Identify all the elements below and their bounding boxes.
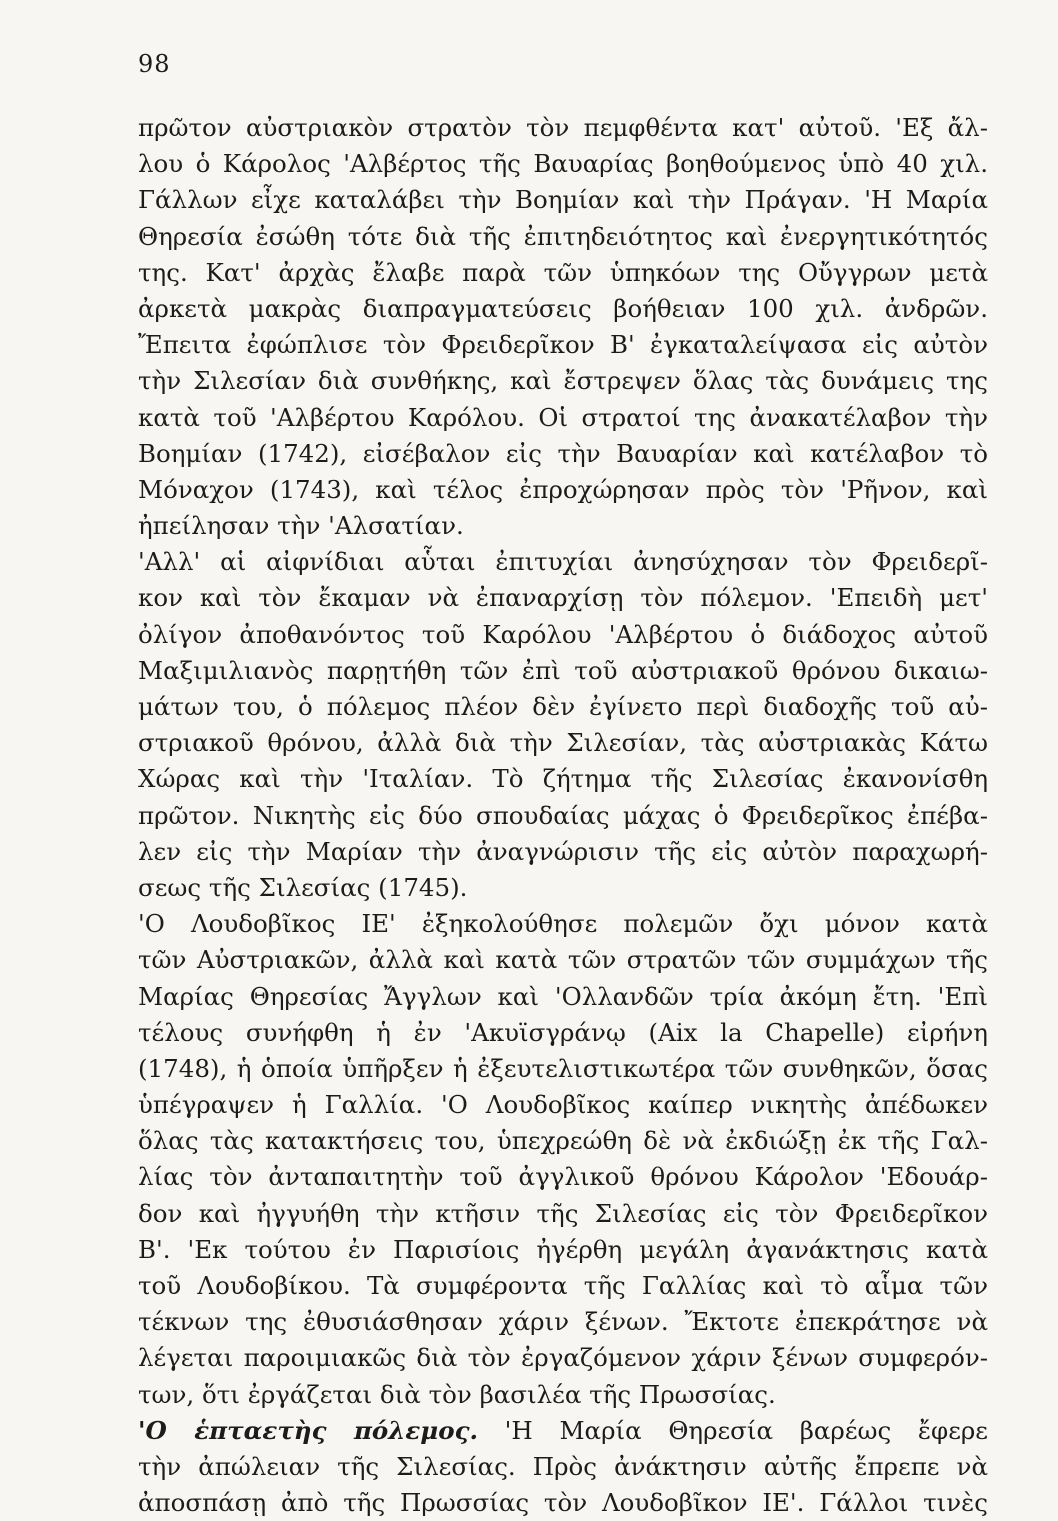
section-heading-line [138,1413,988,1449]
text-line: Βοημίαν (1742), εἰσέβαλον εἰς τὴν Βαυαρίαν καὶ κατέλαβον τὸ [138,438,988,468]
text-line: της. Κατ' ἀρχὰς ἔλαβε παρὰ τῶν ὑπηκόων της Οὔγγρων μετὰ [138,257,988,287]
text-line: Θηρεσία ἐσώθη τότε διὰ τῆς ἐπιτηδειότητος καὶ ἐνεργητικότητός [138,221,988,251]
body-text [138,110,988,1521]
text-line: Μαρίας Θηρεσίας Ἄγγλων καὶ 'Ολλανδῶν τρία ἀκόμη ἔτη. 'Επὶ [138,981,988,1011]
text-line: (1748), ἡ ὁποία ὑπῆρξεν ἡ ἐξευτελιστικωτέρα τῶν συνθηκῶν, ὅσας [138,1053,988,1083]
text-line: 'Ο Λουδοβῖκος ΙΕ' ἐξηκολούθησε πολεμῶν ὄχι μόνον κατὰ [138,909,988,939]
text-line: ἠπείλησαν τὴν 'Αλσατίαν. [138,511,464,541]
text-line-rest: 'Η Μαρία Θηρεσία βαρέως ἔφερε [478,1415,988,1445]
text-line: τοῦ Λουδοβίκου. Τὰ συμφέροντα τῆς Γαλλίας καὶ τὸ αἷμα τῶν [138,1271,988,1300]
text-line: ὀλίγον ἀποθανόντος τοῦ Καρόλου 'Αλβέρτου ὁ διάδοχος αὐτοῦ [138,619,988,649]
text-line: των, ὅτι ἐργάζεται διὰ τὸν βασιλέα τῆς Πρωσσίας. [138,1379,776,1409]
text-line: τέλους συνήφθη ἡ ἐν 'Ακυϊσγράνῳ (Aix la Chapelle) εἰρήνη [138,1017,988,1047]
text-line: τὴν Σιλεσίαν διὰ συνθήκης, καὶ ἔστρεψεν ὅλας τὰς δυνάμεις της [138,366,988,396]
text-line: Β'. 'Εκ τούτου ἐν Παρισίοις ἠγέρθη μεγάλη ἀγανάκτησις κατὰ [138,1234,988,1264]
text-line: σεως τῆς Σιλεσίας (1745). [138,872,468,902]
text-line: στριακοῦ θρόνου, ἀλλὰ διὰ τὴν Σιλεσίαν, τὰς αὐστριακὰς Κάτω [138,728,988,758]
text-line: λου ὁ Κάρολος 'Αλβέρτος τῆς Βαυαρίας βοηθούμενος ὑπὸ 40 χιλ. [138,149,988,179]
text-line: μάτων του, ὁ πόλεμος πλέον δὲν ἐγίνετο περὶ διαδοχῆς τοῦ αὐ- [138,692,988,721]
text-line: ὅλας τὰς κατακτήσεις του, ὑπεχρεώθη δὲ νὰ ἐκδιώξῃ ἐκ τῆς Γαλ- [138,1126,988,1156]
text-line: πρῶτον αὐστριακὸν στρατὸν τὸν πεμφθέντα κατ' αὐτοῦ. 'Εξ ἄλ- [138,113,988,142]
text-line: δον καὶ ἠγγυήθη τὴν κτῆσιν τῆς Σιλεσίας εἰς τὸν Φρειδερῖκον [138,1198,988,1228]
text-line: ἀρκετὰ μακρὰς διαπραγματεύσεις βοήθειαν 100 χιλ. ἀνδρῶν. [138,293,988,323]
text-line: τέκνων της ἐθυσιάσθησαν χάριν ξένων. Ἔκτοτε ἐπεκράτησε νὰ [138,1307,988,1337]
text-line: λίας τὸν ἀνταπαιτητὴν τοῦ ἀγγλικοῦ θρόνου Κάρολον 'Εδουάρ- [138,1162,988,1192]
text-line: πρῶτον. Νικητὴς εἰς δύο σπουδαίας μάχας ὁ Φρειδερῖκος ἐπέβα- [138,800,988,830]
text-line: ἀποσπάσῃ ἀπὸ τῆς Πρωσσίας τὸν Λουδοβῖκον ΙΕ'. Γάλλοι τινὲς [138,1488,988,1518]
text-line: ὑπέγραψεν ἡ Γαλλία. 'Ο Λουδοβῖκος καίπερ νικητὴς ἀπέδωκεν [138,1090,988,1120]
text-line: κατὰ τοῦ 'Αλβέρτου Καρόλου. Οἱ στρατοί της ἀνακατέλαβον τὴν [138,402,988,432]
text-line: Γάλλων εἶχε καταλάβει τὴν Βοημίαν καὶ τὴν Πράγαν. 'Η Μαρία [138,185,988,215]
text-line: λεν εἰς τὴν Μαρίαν τὴν ἀναγνώρισιν τῆς εἰς αὐτὸν παραχωρή- [138,836,988,866]
text-line: Μόναχον (1743), καὶ τέλος ἐπροχώρησαν πρὸς τὸν 'Ρῆνον, καὶ [138,474,988,504]
text-line: τῶν Αὐστριακῶν, ἀλλὰ καὶ κατὰ τῶν στρατῶν τῶν συμμάχων τῆς [138,945,988,975]
text-line: Χώρας καὶ τὴν 'Ιταλίαν. Τὸ ζήτημα τῆς Σιλεσίας ἐκανονίσθη [138,764,988,794]
text-line: 'Αλλ' αἱ αἰφνίδιαι αὗται ἐπιτυχίαι ἀνησύχησαν τὸν Φρειδερῖ- [138,547,988,577]
text-line: Μαξιμιλιανὸς παρῃτήθη τῶν ἐπὶ τοῦ αὐστριακοῦ θρόνου δικαιω- [138,655,988,685]
text-line: Ἔπειτα ἐφώπλισε τὸν Φρειδερῖκον Β' ἐγκαταλείψασα εἰς αὐτὸν [138,330,988,360]
section-heading: 'Ο ἑπταετὴς πόλεμος. [138,1415,479,1445]
page-number: 98 [138,50,171,78]
text-line: λέγεται παροιμιακῶς διὰ τὸν ἐργαζόμενον χάριν ξένων συμφερόν- [138,1343,988,1373]
text-line: κον καὶ τὸν ἔκαμαν νὰ ἐπαναρχίσῃ τὸν πόλεμον. 'Επειδὴ μετ' [138,583,988,613]
text-line: τὴν ἀπώλειαν τῆς Σιλεσίας. Πρὸς ἀνάκτησιν αὐτῆς ἔπρεπε νὰ [138,1451,988,1481]
